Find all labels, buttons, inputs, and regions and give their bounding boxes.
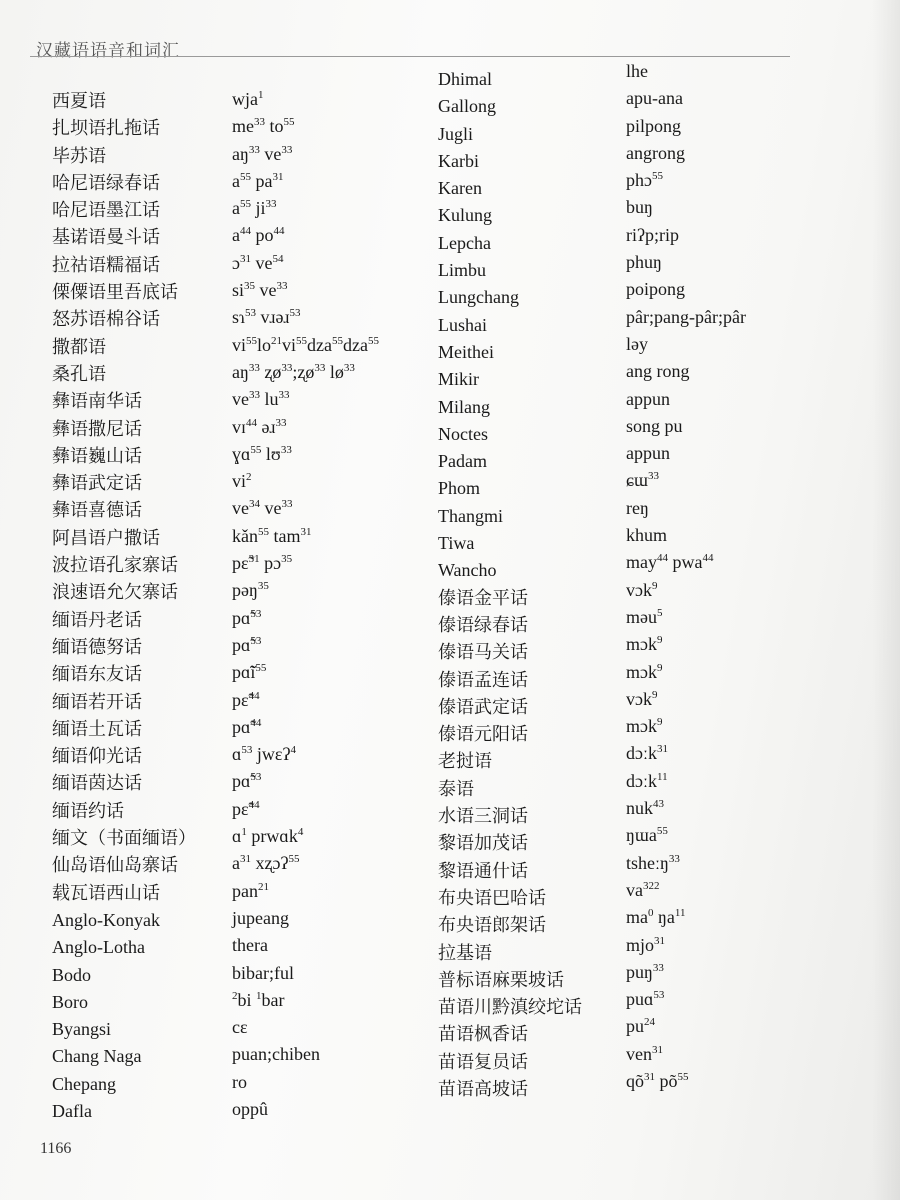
word-form: apu-ana: [626, 88, 683, 109]
word-form: pɛ̃$^{31}$ pɔ$^{35}$: [232, 553, 293, 574]
language-name: Karen: [438, 178, 482, 199]
language-name: Lepcha: [438, 232, 491, 253]
word-form: jupeang: [232, 907, 289, 928]
language-name: 怒苏语棉谷话: [52, 309, 160, 330]
language-name: Wancho: [438, 560, 497, 581]
language-name: Chang Naga: [52, 1046, 142, 1067]
word-form: $pu^{24}$: [626, 1016, 655, 1037]
language-name: 傣语元阳话: [438, 724, 528, 745]
language-name: 傈僳语里吾底话: [52, 282, 178, 303]
language-name: Phom: [438, 478, 481, 499]
language-name: Chepang: [52, 1073, 116, 1094]
language-name: 缅语茵达话: [52, 773, 142, 794]
language-name: 缅语若开话: [52, 691, 142, 712]
word-column-right: [626, 58, 746, 1095]
language-name: 苗语复员话: [438, 1051, 528, 1072]
word-form: nuk$^{43}$: [626, 798, 664, 819]
word-form: ɑ$^{53}$ jwɛʔ$^4$: [232, 744, 296, 765]
language-name: 哈尼语绿春话: [52, 172, 160, 193]
word-form: lhe: [626, 61, 648, 81]
language-name: 彝语喜德话: [52, 500, 142, 521]
word-column-left: [232, 86, 379, 1123]
word-form: vɔk$^9$: [626, 579, 658, 600]
language-name: 缅语土瓦话: [52, 718, 142, 739]
language-name: 浪速语允欠寨话: [52, 582, 178, 603]
word-form: vɔk$^9$: [626, 688, 658, 709]
word-form: mɔk$^9$: [626, 634, 663, 655]
language-name: Karbi: [438, 150, 479, 171]
language-name: 傣语马关话: [438, 642, 528, 663]
word-form: mjo$^{31}$: [626, 934, 666, 955]
word-form: $aŋ^{33}$ $ve^{33}$: [232, 143, 293, 164]
word-form: bibar;ful: [232, 962, 294, 983]
word-form: oppû: [232, 1098, 268, 1119]
language-name: 撒都语: [52, 336, 106, 357]
word-form: $ma^0$ $ŋa^{11}$: [626, 907, 686, 928]
language-name: 基诺语曼斗话: [52, 227, 160, 248]
word-form: pɛ̃$^{44}$: [232, 689, 260, 710]
language-name: 黎语通什话: [438, 860, 528, 881]
language-name: Dhimal: [438, 69, 492, 89]
word-form: pəŋ$^{35}$: [232, 580, 269, 601]
language-name: 载瓦语西山话: [52, 882, 160, 903]
word-form: $a^{55}$ $pa^{31}$: [232, 170, 284, 191]
word-form: buŋ: [626, 197, 653, 218]
word-form: pan$^{21}$: [232, 880, 269, 901]
language-name: 布央语郎架话: [438, 915, 546, 936]
word-form: ɣɑ$^{55}$ lʊ$^{33}$: [232, 443, 292, 464]
language-name: 桑孔语: [52, 363, 106, 384]
word-form: ang rong: [626, 361, 690, 382]
language-name: Anglo-Lotha: [52, 937, 145, 958]
language-name: 泰语: [438, 778, 474, 799]
page-number: 1166: [40, 1140, 72, 1157]
language-name: 拉祜语糯福话: [52, 254, 160, 275]
word-form: pɑ̃$^{53}$: [232, 634, 262, 655]
word-form: poipong: [626, 279, 686, 300]
page-gutter-shadow: [872, 0, 900, 1200]
language-name: Limbu: [438, 260, 486, 281]
word-form: $ve^{33}$ $lu^{33}$: [232, 389, 290, 410]
language-name: 苗语高坡话: [438, 1078, 528, 1099]
word-form: sɿ$^{53}$ vɹəɹ$^{53}$: [232, 307, 301, 328]
language-name: 彝语巍山话: [52, 445, 142, 466]
language-name: 苗语枫香话: [438, 1024, 528, 1045]
language-name: 拉基语: [438, 942, 492, 963]
language-name: 波拉语孔家寨话: [52, 555, 178, 576]
word-form: appun: [626, 443, 670, 464]
language-name: Meithei: [438, 341, 494, 362]
word-form: vɪ$^{44}$ əɹ$^{33}$: [232, 416, 287, 437]
language-name: 傣语绿春话: [438, 614, 528, 635]
word-form: $vi^{55}lo^{21}vi^{55}dza^{55}dza^{55}$: [232, 334, 380, 355]
language-name: 彝语南华话: [52, 391, 142, 412]
language-name: 布央语巴哈话: [438, 887, 546, 908]
running-header: 汉藏语语音和词汇: [36, 41, 180, 60]
language-name: 西夏语: [52, 91, 106, 111]
language-name: Noctes: [438, 423, 488, 444]
word-form: puŋ$^{33}$: [626, 961, 664, 982]
language-name: 缅语丹老话: [52, 609, 142, 630]
word-form: $va^{322}$: [626, 879, 660, 900]
word-form: tsheːŋ$^{33}$: [626, 852, 680, 873]
language-name: Milang: [438, 396, 490, 417]
language-name: 毕苏语: [52, 145, 106, 166]
word-form: kǎn$^{55}$ tam$^{31}$: [232, 525, 312, 546]
language-name: 哈尼语墨江话: [52, 200, 160, 221]
word-form: ləy: [626, 333, 648, 354]
word-form: dɔːk$^{11}$: [626, 770, 668, 791]
language-name: 普标语麻栗坡话: [438, 969, 564, 990]
word-form: $qõ^{31}$ $põ^{55}$: [626, 1070, 689, 1091]
word-form: $a^{44}$ $po^{44}$: [232, 225, 285, 246]
word-form: $ve^{34}$ $ve^{33}$: [232, 498, 293, 519]
language-name: 缅文（书面缅语）: [52, 828, 196, 849]
language-name: 缅语约话: [52, 800, 124, 821]
language-name: Boro: [52, 991, 88, 1012]
language-name: Anglo-Konyak: [52, 909, 160, 930]
word-form: ŋɯa$^{55}$: [626, 825, 668, 846]
word-form: $me^{33}$ $to^{55}$: [232, 116, 295, 137]
word-form: pɑ̃$^{53}$: [232, 607, 262, 628]
word-form: pâr;pang-pâr;pâr: [626, 306, 746, 327]
language-name: Lungchang: [438, 287, 519, 308]
word-form: phɔ$^{55}$: [626, 170, 663, 191]
word-form: pɑ̃$^{53}$: [232, 771, 262, 792]
word-form: may$^{44}$ pwa$^{44}$: [626, 552, 714, 573]
word-form: khum: [626, 525, 668, 546]
word-form: pilpong: [626, 115, 682, 136]
word-form: thera: [232, 935, 268, 956]
word-form: riʔp;rip: [626, 224, 679, 245]
language-name: Tiwa: [438, 533, 475, 554]
language-name: 水语三洞话: [438, 806, 528, 827]
language-name: 苗语川黔滇绞坨话: [438, 997, 582, 1018]
language-name: 彝语撒尼话: [52, 418, 142, 439]
word-form: song pu: [626, 415, 683, 436]
word-form: puan;chiben: [232, 1044, 320, 1065]
word-form: puɑ$^{53}$: [626, 989, 665, 1010]
language-name: 阿昌语户撒话: [52, 527, 160, 548]
word-form: ven$^{31}$: [626, 1043, 663, 1064]
word-form: cɛ: [232, 1017, 248, 1038]
language-name: 傣语孟连话: [438, 669, 528, 690]
word-form: dɔːk$^{31}$: [626, 743, 668, 764]
word-form: $a^{31}$ xʐɔʔ$^{55}$: [232, 853, 300, 874]
word-form: phuŋ: [626, 252, 662, 273]
word-form: wja$^1$: [232, 89, 264, 109]
language-name: Mikir: [438, 369, 480, 390]
language-name: 缅语仰光话: [52, 746, 142, 767]
language-name: 傣语武定话: [438, 696, 528, 717]
word-form: $^2$bi $^1$bar: [232, 989, 285, 1010]
word-form: $pɑ̃ĩ^{55}$: [232, 662, 267, 683]
word-form: pɑ̃$^{44}$: [232, 716, 262, 737]
language-column-right: [438, 66, 582, 1103]
word-form: ro: [232, 1071, 247, 1092]
language-name: Byangsi: [52, 1019, 112, 1040]
word-form: reŋ: [626, 497, 649, 518]
language-name: 缅语德努话: [52, 636, 142, 657]
language-name: 仙岛语仙岛寨话: [52, 855, 178, 876]
language-name: Lushai: [438, 314, 487, 335]
language-name: Padam: [438, 451, 487, 472]
word-form: məu$^5$: [626, 606, 663, 627]
word-form: angrong: [626, 142, 685, 163]
word-form: appun: [626, 388, 670, 409]
word-form: $si^{35}$ $ve^{33}$: [232, 280, 288, 301]
language-name: Kulung: [438, 205, 492, 226]
word-form: mɔk$^9$: [626, 661, 663, 682]
language-name: Bodo: [52, 964, 92, 985]
language-name: Jugli: [438, 123, 474, 144]
language-name: 扎坝语扎拖话: [52, 118, 160, 139]
language-column-left: [52, 88, 196, 1125]
language-name: Dafla: [52, 1100, 92, 1121]
language-name: Thangmi: [438, 505, 503, 526]
word-form: mɔk$^9$: [626, 716, 663, 737]
language-name: 傣语金平话: [438, 587, 528, 608]
word-form: $vi^2$: [232, 471, 252, 492]
language-name: 缅语东友话: [52, 664, 142, 685]
language-name: 老挝语: [438, 751, 492, 772]
word-form: ɑ$^1$ prwɑk$^4$: [232, 826, 304, 847]
word-form: ɔ$^{31}$ $ve^{54}$: [232, 252, 284, 273]
word-form: ɕɯ$^{33}$: [626, 470, 659, 491]
header-rule: [30, 56, 790, 57]
language-name: 彝语武定话: [52, 473, 142, 494]
word-form: pɛ̃$^{44}$: [232, 798, 260, 819]
language-name: Gallong: [438, 96, 496, 117]
language-name: 黎语加茂话: [438, 833, 528, 854]
word-form: $a^{55}$ $ji^{33}$: [232, 198, 277, 219]
word-form: $aŋ^{33}$ ʐø$^{33}$;ʐø$^{33}$ $lø^{33}$: [232, 361, 355, 382]
